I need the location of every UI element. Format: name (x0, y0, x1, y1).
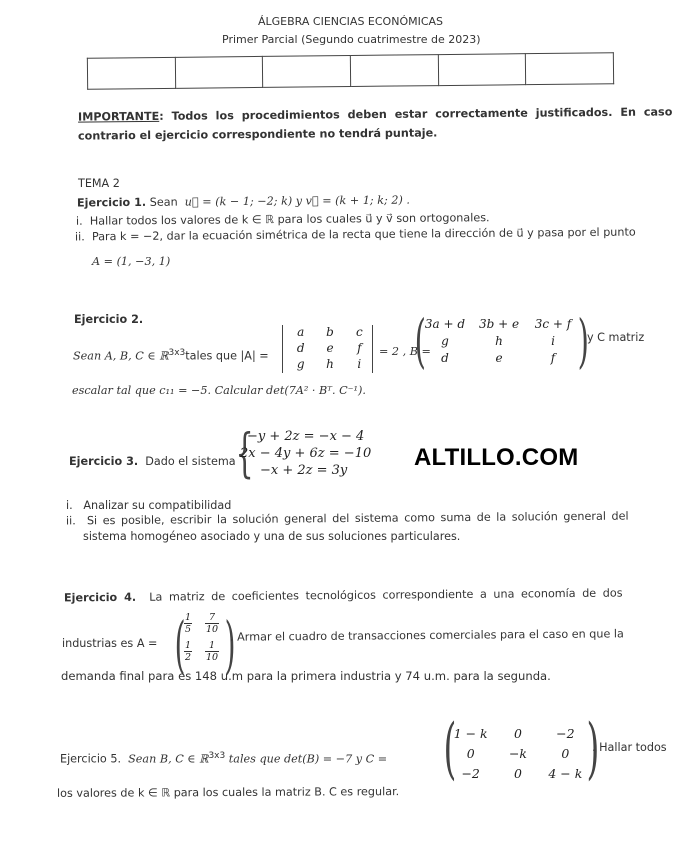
a-num: 1 (184, 640, 192, 651)
ex1-item-i (76, 211, 490, 228)
grade-cell (526, 53, 614, 85)
det-a-cell: e (326, 341, 334, 355)
notice-line-2: contrario el ejercicio correspondiente no tendrá puntaje. (77, 126, 438, 143)
grade-cell (175, 56, 263, 88)
det-a-cell: i (357, 357, 362, 371)
ex5-sup: 3x3 (208, 751, 226, 761)
altillo-logo: ALTILLO.COM (414, 444, 579, 471)
c-cell: 1 − k (453, 726, 488, 741)
ex1-ii-num: ii. (74, 230, 85, 244)
ex1-i-num: i. (75, 214, 83, 228)
a-paren-right: ) (224, 608, 236, 681)
a-num: 7 (208, 612, 216, 623)
document-title: ÁLGEBRA CIENCIAS ECONÓMICAS (258, 15, 444, 28)
b-matrix (418, 316, 580, 367)
ex2-tail: y C matriz (587, 331, 645, 344)
ex4-line1 (64, 587, 623, 605)
b-cell: d (441, 351, 449, 365)
det-a-cell: c (355, 325, 363, 339)
b-cell: h (495, 334, 503, 348)
ex2-eq2: = 2 , B = (379, 345, 431, 358)
ex1-label: Ejercicio 1. (76, 195, 147, 210)
ex4-text: La matriz de coeficientes tecnológicos correspondiente a una economía de dos (149, 586, 623, 604)
ex3-eq-3: −x + 2z = 3y (260, 463, 348, 478)
ex1-i-text: Hallar todos los valores de k ∈ ℝ para los cuales u⃗ y v⃗ son ortogonales. (89, 211, 490, 228)
ex2-intro (73, 348, 269, 363)
ex2-line2: escalar tal que c₁₁ = −5. Calcular det(7A² · Bᵀ. C⁻¹). (72, 384, 366, 397)
ex5-intro: Sean B, C ∈ ℝ (128, 752, 209, 766)
ex2-label: Ejercicio 2. (74, 313, 144, 326)
a-num: 1 (184, 612, 192, 623)
ex4-post: . Armar el cuadro de transacciones comerciales para el caso en que la (229, 627, 624, 644)
b-cell: f (550, 351, 556, 365)
ex5-mid: tales que det(B) = −7 y C = (228, 752, 388, 766)
grade-cell (263, 56, 351, 88)
c-cell: −k (508, 746, 528, 761)
a-den: 2 (184, 652, 192, 663)
ex1-line (77, 194, 410, 210)
ex1-item-ii (75, 226, 636, 244)
det-a-cell: b (326, 325, 334, 339)
ex4-line3: demanda final para es 148 u.m para la primera industria y 74 u.m. para la segunda. (61, 669, 551, 683)
ex3-ii-line1: Si es posible, escribir la solución general del sistema como suma de la solución general del (86, 509, 629, 528)
c-cell: 0 (514, 726, 522, 741)
b-cell: e (495, 351, 503, 365)
b-cell: i (551, 334, 555, 348)
det-a-cell: d (296, 341, 305, 355)
ex3-ii-num: ii. (65, 514, 76, 528)
ex3-item-i (66, 499, 231, 512)
c-cell: 4 − k (548, 766, 583, 781)
ex4-pre: industrias es A = (62, 637, 158, 650)
ex1-intro: Sean (149, 195, 178, 209)
a-fraction (176, 640, 200, 663)
det-a-cell: a (297, 325, 305, 339)
c-cell: 0 (466, 746, 475, 761)
ex2-sup: 3x3 (168, 348, 186, 358)
ex3-item-ii (66, 510, 629, 528)
det-bar-left (282, 325, 283, 373)
det-a-cell: h (326, 357, 334, 371)
det-a-cell: f (357, 341, 362, 355)
c-cell: 0 (561, 746, 570, 761)
ex3-line (69, 455, 236, 468)
ex5-label: Ejercicio 5. (60, 752, 122, 766)
ex3-label: Ejercicio 3. (69, 455, 139, 468)
notice-text: : Todos los procedimientos deben estar correctamente justificados. En caso (159, 105, 673, 123)
ex3-eq-2: 2x − 4y + 6z = −10 (240, 446, 372, 461)
ex3-i-num: i. (66, 499, 73, 512)
c-matrix (447, 724, 589, 784)
ex5-line (60, 751, 387, 766)
a-fraction (200, 640, 224, 663)
ex3-eq-1: −y + 2z = −x − 4 (247, 429, 365, 444)
c-cell: −2 (461, 766, 480, 781)
b-paren-right: ) (577, 307, 589, 375)
a-den: 10 (205, 652, 219, 663)
ex5-tail: . Hallar todos (592, 741, 667, 754)
a-paren-left: ( (174, 608, 186, 681)
a-den: 10 (205, 624, 219, 635)
det-a-cell: g (296, 357, 305, 371)
ex3-intro: Dado el sistema (145, 455, 236, 468)
b-cell: g (441, 334, 449, 348)
a-matrix (176, 612, 224, 663)
tema-label: TEMA 2 (78, 177, 120, 190)
c-cell: 0 (514, 766, 522, 781)
document-subtitle: Primer Parcial (Segundo cuatrimestre de 2023) (222, 33, 481, 46)
a-den: 5 (184, 624, 192, 635)
det-bar-right (372, 325, 373, 373)
ex1-vectors: u⃗ = (k − 1; −2; k) y v⃗ = (k + 1; k; 2) . (184, 193, 410, 209)
grade-cell (438, 54, 526, 86)
ex1-point: A = (1, −3, 1) (92, 255, 171, 268)
ex2-tales: tales que |A| = (185, 349, 269, 363)
notice-label: IMPORTANTE (77, 109, 160, 124)
ex2-set: Sean A, B, C ∈ ℝ (73, 349, 169, 363)
ex3-i-text: Analizar su compatibilidad (83, 499, 232, 512)
grade-table (87, 52, 614, 90)
c-cell: −2 (556, 726, 575, 741)
b-paren-left: ( (414, 307, 426, 375)
b-cell: 3c + f (534, 317, 572, 331)
ex3-ii-line2: sistema homogéneo asociado y una de sus soluciones particulares. (83, 530, 461, 543)
ex1-ii-text: Para k = −2, dar la ecuación simétrica de la recta que tiene la dirección de u⃗ y pasa por el punto (91, 225, 636, 244)
b-cell: 3a + d (424, 317, 466, 331)
ex4-label: Ejercicio 4. (63, 590, 137, 605)
grade-cell (87, 57, 175, 89)
system-brace: { (235, 424, 254, 484)
c-paren-left: ( (443, 710, 457, 787)
det-a-matrix (286, 325, 374, 372)
c-paren-right: ) (586, 710, 600, 787)
grade-cell (350, 55, 438, 87)
ex5-line2: los valores de k ∈ ℝ para los cuales la matriz B. C es regular. (56, 785, 400, 800)
a-fraction (200, 612, 224, 635)
b-cell: 3b + e (478, 317, 520, 331)
a-fraction (176, 612, 200, 635)
notice-line-1 (78, 105, 672, 123)
a-num: 1 (208, 640, 216, 651)
